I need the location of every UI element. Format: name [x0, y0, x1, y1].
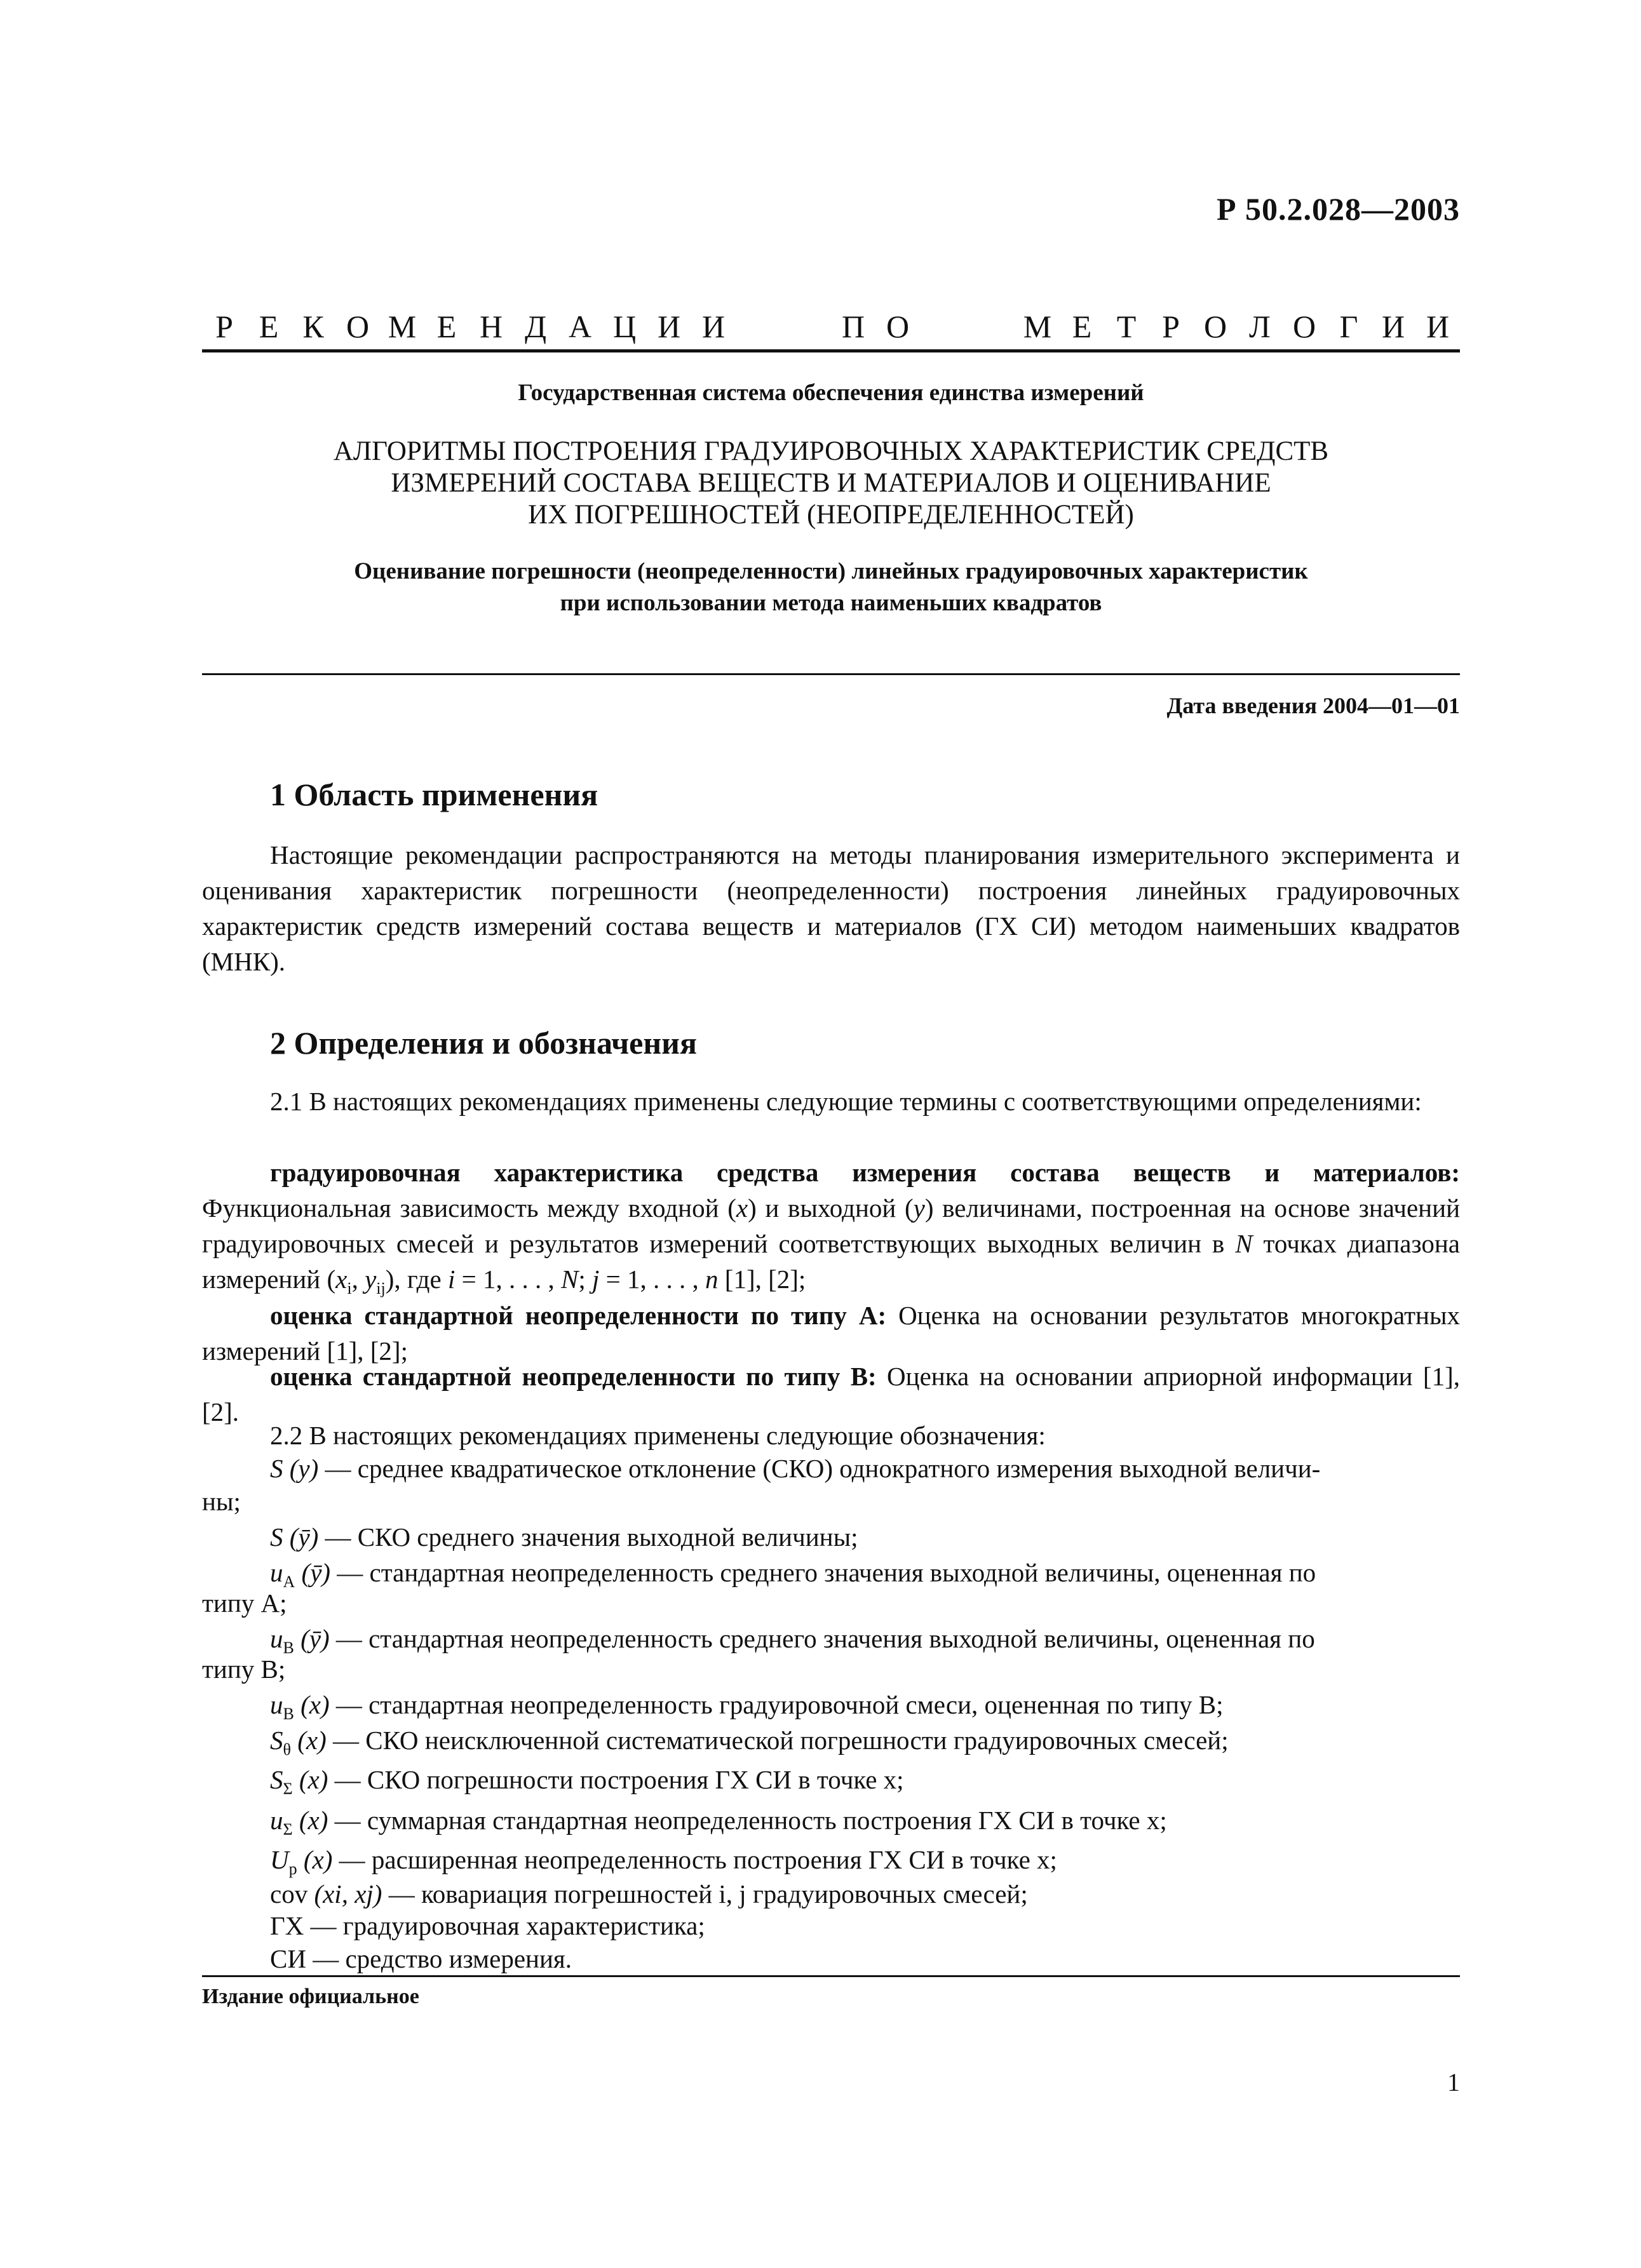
definition-gh: градуировочная характеристика средства измерения состава веществ и материалов: Функциональная зависимость между входной (x) и выходной (y) величинами, построенная на основе значений градуировочных смесей и результатов измерений соответствующих выходных величин в N точках диапазона измерений ($x_i$, $y_{ij}$), где i = 1, . . . , N; j = 1, . . . , n [1], [2]; — [202, 1158, 1461, 1298]
system-title: Государственная система обеспечения единства измерений — [518, 380, 1144, 406]
definition-type-a: оценка стандартной неопределенности по типу А: Оценка на основании результатов многократных измерений [1], [2]; — [202, 1301, 1460, 1365]
introduction-date: Дата введения 2004—01—01 — [1166, 693, 1460, 718]
abbreviation-si: СИ — средство измерения. — [270, 1944, 572, 1973]
series-word-2: П О — [841, 309, 910, 344]
symbol-item: $S_\Sigma$ (x) — СКО погрешности построения ГХ СИ в точке x; — [270, 1765, 904, 1799]
symbol-item-continuation: ны; — [202, 1487, 241, 1516]
term-gh: градуировочная характеристика средства измерения состава веществ и материалов: — [270, 1158, 1460, 1187]
symbol-item: $S_\theta$ (x) — СКО неисключенной систематической погрешности градуировочных смесей; — [270, 1726, 1229, 1759]
term-type-a: оценка стандартной неопределенности по типу А: — [270, 1301, 887, 1330]
section-1-heading: 1 Область применения — [270, 777, 598, 812]
document-number: Р 50.2.028—2003 — [1216, 191, 1460, 227]
document-title: АЛГОРИТМЫ ПОСТРОЕНИЯ ГРАДУИРОВОЧНЫХ ХАРАКТЕРИСТИК СРЕДСТВ ИЗМЕРЕНИЙ СОСТАВА ВЕЩЕСТВ И МАТЕРИАЛОВ И ОЦЕНИВАНИЕ ИХ ПОГРЕШНОСТЕЙ (НЕОПРЕДЕЛЕННОСТЕЙ) — [333, 436, 1329, 530]
symbol-item: $u_A$ (ȳ) — стандартная неопределенность среднего значения выходной величины, оцененная по — [270, 1558, 1316, 1592]
term-type-b: оценка стандартной неопределенности по типу В: — [270, 1362, 877, 1391]
symbol-item: $u_\Sigma$ (x) — суммарная стандартная неопределенность построения ГХ СИ в точке x; — [270, 1806, 1167, 1839]
symbol-item: $u_B$ (ȳ) — стандартная неопределенность среднего значения выходной величины, оцененная по — [270, 1624, 1315, 1658]
edition-rule — [202, 1975, 1460, 1977]
section-2-heading: 2 Определения и обозначения — [270, 1025, 698, 1061]
symbol-item: S (ȳ) — СКО среднего значения выходной величины; — [270, 1522, 858, 1552]
symbol-item: $U_p$ (x) — расширенная неопределенность построения ГХ СИ в точке x; — [270, 1845, 1057, 1879]
series-word-3: М Е Т Р О Л О Г И И — [1023, 309, 1450, 344]
edition-label: Издание официальное — [202, 1985, 419, 2008]
symbol-item-continuation: типу В; — [202, 1654, 286, 1684]
header-rule — [202, 349, 1460, 352]
abbreviation-gh: ГХ — градуировочная характеристика; — [270, 1911, 705, 1940]
document-subtitle: Оценивание погрешности (неопределенности) линейных градуировочных характеристик при использовании метода наименьших квадратов — [354, 558, 1308, 616]
title-rule — [202, 673, 1460, 675]
page-number: 1 — [1447, 2068, 1460, 2097]
symbol-item: $u_B$ (x) — стандартная неопределенность градуировочной смеси, оцененная по типу В; — [270, 1690, 1224, 1724]
definition-type-b: оценка стандартной неопределенности по типу В: Оценка на основании априорной информации [1], [2]. — [202, 1362, 1460, 1426]
series-word-1: Р Е К О М Е Н Д А Ц И И — [215, 309, 726, 344]
symbol-item: S (y) — среднее квадратическое отклонение (СКО) однократного измерения выходной величи- — [270, 1454, 1321, 1483]
section-1-text: Настоящие рекомендации распространяются на методы планирования измерительного эксперимента и оценивания характеристик погрешности (неопределенности) построения линейных градуировочных характеристик средств измерений состава веществ и материалов (ГХ СИ) методом наименьших квадратов (МНК). — [202, 840, 1460, 976]
series-title — [202, 294, 1460, 345]
paragraph-2-2: 2.2 В настоящих рекомендациях применены следующие обозначения: — [270, 1421, 1046, 1450]
symbol-item-continuation: типу А; — [202, 1588, 287, 1618]
paragraph-2-1: 2.1 В настоящих рекомендациях применены следующие термины с соответствующими определениями: — [270, 1087, 1422, 1116]
symbol-item: cov (xi, xj) — ковариация погрешностей i, j градуировочных смесей; — [270, 1879, 1028, 1909]
